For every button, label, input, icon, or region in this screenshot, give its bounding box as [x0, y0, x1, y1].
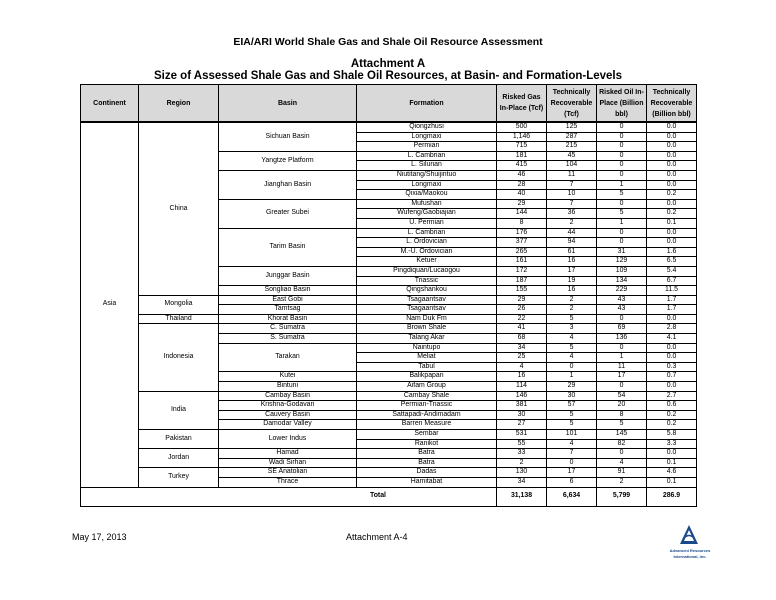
oil-recoverable-cell: 0.0: [647, 353, 697, 363]
gas-recoverable-cell: 17: [547, 468, 597, 478]
formation-cell: Ketuer: [357, 257, 497, 267]
formation-cell: Tabul: [357, 362, 497, 372]
gas-inplace-cell: 265: [497, 247, 547, 257]
gas-recoverable-cell: 29: [547, 382, 597, 392]
oil-recoverable-cell: 0.0: [647, 314, 697, 324]
gas-inplace-cell: 130: [497, 468, 547, 478]
gas-recoverable-cell: 61: [547, 247, 597, 257]
gas-inplace-cell: 176: [497, 228, 547, 238]
formation-cell: Permian: [357, 142, 497, 152]
oil-recoverable-cell: 0.7: [647, 372, 697, 382]
header-basin: Basin: [219, 85, 357, 123]
oil-recoverable-cell: 1.7: [647, 295, 697, 305]
oil-inplace-cell: 5: [597, 190, 647, 200]
footer-page-label: Attachment A-4: [346, 532, 408, 542]
header-row: [81, 85, 697, 123]
basin-cell: C. Sumatra: [219, 324, 357, 334]
gas-inplace-cell: 34: [497, 477, 547, 487]
formation-cell: Hamitabat: [357, 477, 497, 487]
oil-recoverable-cell: 0.1: [647, 458, 697, 468]
oil-inplace-cell: 5: [597, 209, 647, 219]
table-row: [81, 122, 697, 132]
formation-cell: Batra: [357, 449, 497, 459]
formation-cell: Naintupo: [357, 343, 497, 353]
gas-inplace-cell: 2: [497, 458, 547, 468]
oil-recoverable-cell: 0.0: [647, 449, 697, 459]
gas-recoverable-cell: 36: [547, 209, 597, 219]
oil-inplace-cell: 54: [597, 391, 647, 401]
formation-cell: Pingdiquan/Lucaogou: [357, 266, 497, 276]
oil-recoverable-cell: 0.0: [647, 238, 697, 248]
gas-recoverable-cell: 6: [547, 477, 597, 487]
header-region: Region: [139, 85, 219, 123]
oil-inplace-cell: 8: [597, 410, 647, 420]
gas-inplace-cell: 22: [497, 314, 547, 324]
oil-inplace-cell: 136: [597, 334, 647, 344]
header-formation: Formation: [357, 85, 497, 123]
oil-inplace-cell: 43: [597, 305, 647, 315]
oil-inplace-cell: 1: [597, 353, 647, 363]
gas-inplace-cell: 30: [497, 410, 547, 420]
gas-recoverable-cell: 5: [547, 343, 597, 353]
header-continent: Continent: [81, 85, 139, 123]
total-label: Total: [81, 487, 497, 506]
formation-cell: Talang Akar: [357, 334, 497, 344]
oil-recoverable-cell: 1.7: [647, 305, 697, 315]
region-cell: China: [139, 122, 219, 295]
gas-inplace-cell: 1,146: [497, 132, 547, 142]
basin-cell: Cauvery Basin: [219, 410, 357, 420]
total-gas-inplace: 31,138: [497, 487, 547, 506]
gas-inplace-cell: 25: [497, 353, 547, 363]
gas-recoverable-cell: 19: [547, 276, 597, 286]
basin-cell: East Gobi: [219, 295, 357, 305]
oil-inplace-cell: 129: [597, 257, 647, 267]
gas-inplace-cell: 16: [497, 372, 547, 382]
oil-inplace-cell: 0: [597, 199, 647, 209]
header-oil-inplace: Risked Oil In-Place (Billion bbl): [597, 85, 647, 123]
formation-cell: Mufushan: [357, 199, 497, 209]
gas-recoverable-cell: 57: [547, 401, 597, 411]
region-cell: Turkey: [139, 468, 219, 487]
formation-cell: Dadas: [357, 468, 497, 478]
oil-inplace-cell: 229: [597, 286, 647, 296]
total-oil-recoverable: 286.9: [647, 487, 697, 506]
gas-inplace-cell: 28: [497, 180, 547, 190]
table-body: [81, 122, 697, 506]
gas-recoverable-cell: 4: [547, 353, 597, 363]
gas-inplace-cell: 114: [497, 382, 547, 392]
oil-inplace-cell: 5: [597, 420, 647, 430]
oil-inplace-cell: 0: [597, 382, 647, 392]
gas-inplace-cell: 41: [497, 324, 547, 334]
gas-inplace-cell: 29: [497, 199, 547, 209]
oil-recoverable-cell: 0.0: [647, 132, 697, 142]
gas-inplace-cell: 27: [497, 420, 547, 430]
table-row: [81, 468, 697, 478]
oil-inplace-cell: 43: [597, 295, 647, 305]
header-oil-recoverable: Technically Recoverable (Billion bbl): [647, 85, 697, 123]
gas-recoverable-cell: 45: [547, 151, 597, 161]
gas-recoverable-cell: 94: [547, 238, 597, 248]
gas-inplace-cell: 172: [497, 266, 547, 276]
oil-recoverable-cell: 5.4: [647, 266, 697, 276]
logo-text-line2: International, Inc.: [673, 554, 707, 559]
oil-recoverable-cell: 0.3: [647, 362, 697, 372]
gas-recoverable-cell: 4: [547, 439, 597, 449]
oil-recoverable-cell: 5.8: [647, 430, 697, 440]
table-row: [81, 391, 697, 401]
gas-recoverable-cell: 104: [547, 161, 597, 171]
oil-recoverable-cell: 0.1: [647, 477, 697, 487]
oil-inplace-cell: 31: [597, 247, 647, 257]
formation-cell: L. Silurian: [357, 161, 497, 171]
total-row: [81, 487, 697, 506]
formation-cell: Ranikot: [357, 439, 497, 449]
gas-recoverable-cell: 16: [547, 286, 597, 296]
gas-recoverable-cell: 2: [547, 218, 597, 228]
gas-recoverable-cell: 1: [547, 372, 597, 382]
basin-cell: Thrace: [219, 477, 357, 487]
oil-recoverable-cell: 0.0: [647, 151, 697, 161]
oil-inplace-cell: 17: [597, 372, 647, 382]
formation-cell: Brown Shale: [357, 324, 497, 334]
gas-recoverable-cell: 5: [547, 314, 597, 324]
attachment-subtitle: Size of Assessed Shale Gas and Shale Oil Resources, at Basin- and Formation-Levels: [153, 70, 623, 82]
oil-inplace-cell: 145: [597, 430, 647, 440]
gas-inplace-cell: 381: [497, 401, 547, 411]
oil-recoverable-cell: 0.6: [647, 401, 697, 411]
total-gas-recoverable: 6,634: [547, 487, 597, 506]
basin-cell: Tarakan: [219, 343, 357, 372]
oil-inplace-cell: 4: [597, 458, 647, 468]
oil-inplace-cell: 91: [597, 468, 647, 478]
formation-cell: Barren Measure: [357, 420, 497, 430]
gas-recoverable-cell: 101: [547, 430, 597, 440]
formation-cell: Qiongzhusi: [357, 122, 497, 132]
gas-inplace-cell: 144: [497, 209, 547, 219]
oil-inplace-cell: 20: [597, 401, 647, 411]
formation-cell: Permian-Triassic: [357, 401, 497, 411]
gas-inplace-cell: 146: [497, 391, 547, 401]
formation-cell: Balikpapan: [357, 372, 497, 382]
oil-inplace-cell: 82: [597, 439, 647, 449]
gas-recoverable-cell: 2: [547, 295, 597, 305]
company-logo: [664, 524, 716, 568]
oil-inplace-cell: 0: [597, 343, 647, 353]
oil-inplace-cell: 0: [597, 170, 647, 180]
region-cell: India: [139, 391, 219, 429]
gas-recoverable-cell: 44: [547, 228, 597, 238]
logo-text-line1: Advanced Resources: [669, 548, 711, 553]
gas-inplace-cell: 531: [497, 430, 547, 440]
oil-inplace-cell: 134: [597, 276, 647, 286]
formation-cell: Tsagaantsav: [357, 295, 497, 305]
gas-recoverable-cell: 3: [547, 324, 597, 334]
gas-recoverable-cell: 10: [547, 190, 597, 200]
gas-inplace-cell: 29: [497, 295, 547, 305]
gas-inplace-cell: 34: [497, 343, 547, 353]
total-oil-inplace: 5,799: [597, 487, 647, 506]
gas-recoverable-cell: 0: [547, 362, 597, 372]
attachment-title: Attachment A: [350, 58, 426, 70]
basin-cell: Greater Subei: [219, 199, 357, 228]
oil-recoverable-cell: 6.5: [647, 257, 697, 267]
table-row: [81, 430, 697, 440]
gas-recoverable-cell: 0: [547, 458, 597, 468]
gas-recoverable-cell: 4: [547, 334, 597, 344]
gas-inplace-cell: 33: [497, 449, 547, 459]
gas-inplace-cell: 161: [497, 257, 547, 267]
gas-inplace-cell: 187: [497, 276, 547, 286]
formation-cell: Batra: [357, 458, 497, 468]
oil-recoverable-cell: 0.0: [647, 161, 697, 171]
logo-icon: [678, 524, 700, 546]
oil-inplace-cell: 0: [597, 238, 647, 248]
gas-recoverable-cell: 30: [547, 391, 597, 401]
basin-cell: Songliao Basin: [219, 286, 357, 296]
oil-recoverable-cell: 0.0: [647, 180, 697, 190]
table-row: [81, 314, 697, 324]
basin-cell: Kutei: [219, 372, 357, 382]
formation-cell: L. Ordovician: [357, 238, 497, 248]
oil-recoverable-cell: 0.2: [647, 420, 697, 430]
gas-inplace-cell: 40: [497, 190, 547, 200]
oil-recoverable-cell: 0.0: [647, 170, 697, 180]
formation-cell: Longmaxi: [357, 132, 497, 142]
formation-cell: Sattapadi-Andimadam: [357, 410, 497, 420]
oil-recoverable-cell: 0.0: [647, 228, 697, 238]
oil-recoverable-cell: 0.2: [647, 190, 697, 200]
basin-cell: Damodar Valley: [219, 420, 357, 430]
basin-cell: Jianghan Basin: [219, 170, 357, 199]
table-row: [81, 295, 697, 305]
oil-inplace-cell: 69: [597, 324, 647, 334]
oil-recoverable-cell: 3.3: [647, 439, 697, 449]
oil-recoverable-cell: 4.1: [647, 334, 697, 344]
oil-recoverable-cell: 1.6: [647, 247, 697, 257]
gas-recoverable-cell: 5: [547, 410, 597, 420]
basin-cell: S. Sumatra: [219, 334, 357, 344]
gas-recoverable-cell: 7: [547, 449, 597, 459]
oil-recoverable-cell: 2.8: [647, 324, 697, 334]
oil-inplace-cell: 0: [597, 142, 647, 152]
basin-cell: Wadi Sirhan: [219, 458, 357, 468]
oil-inplace-cell: 109: [597, 266, 647, 276]
document-title: EIA/ARI World Shale Gas and Shale Oil Resource Assessment: [233, 36, 543, 48]
oil-inplace-cell: 1: [597, 180, 647, 190]
gas-inplace-cell: 715: [497, 142, 547, 152]
formation-cell: Longmaxi: [357, 180, 497, 190]
gas-inplace-cell: 55: [497, 439, 547, 449]
basin-cell: Krishna-Godavari: [219, 401, 357, 411]
formation-cell: L. Cambrian: [357, 151, 497, 161]
basin-cell: Yangtze Platform: [219, 151, 357, 170]
gas-recoverable-cell: 125: [547, 122, 597, 132]
oil-inplace-cell: 2: [597, 477, 647, 487]
oil-recoverable-cell: 0.0: [647, 382, 697, 392]
basin-cell: Bintuni: [219, 382, 357, 392]
basin-cell: Hamad: [219, 449, 357, 459]
formation-cell: Triassic: [357, 276, 497, 286]
basin-cell: Junggar Basin: [219, 266, 357, 285]
oil-inplace-cell: 0: [597, 151, 647, 161]
gas-recoverable-cell: 287: [547, 132, 597, 142]
oil-recoverable-cell: 6.7: [647, 276, 697, 286]
oil-inplace-cell: 0: [597, 228, 647, 238]
region-cell: Mongolia: [139, 295, 219, 314]
gas-inplace-cell: 500: [497, 122, 547, 132]
formation-cell: U. Permian: [357, 218, 497, 228]
gas-inplace-cell: 26: [497, 305, 547, 315]
oil-recoverable-cell: 4.6: [647, 468, 697, 478]
oil-inplace-cell: 0: [597, 449, 647, 459]
oil-recoverable-cell: 0.2: [647, 209, 697, 219]
gas-inplace-cell: 181: [497, 151, 547, 161]
oil-inplace-cell: 0: [597, 161, 647, 171]
gas-recoverable-cell: 5: [547, 420, 597, 430]
oil-recoverable-cell: 2.7: [647, 391, 697, 401]
gas-inplace-cell: 377: [497, 238, 547, 248]
formation-cell: Wufeng/Gaobiajian: [357, 209, 497, 219]
header-gas-inplace: Risked Gas In-Place (Tcf): [497, 85, 547, 123]
gas-inplace-cell: 46: [497, 170, 547, 180]
oil-recoverable-cell: 0.0: [647, 122, 697, 132]
region-cell: Jordan: [139, 449, 219, 468]
resource-table: [80, 84, 697, 507]
region-cell: Indonesia: [139, 324, 219, 391]
gas-recoverable-cell: 2: [547, 305, 597, 315]
continent-cell: Asia: [81, 122, 139, 487]
oil-recoverable-cell: 0.0: [647, 142, 697, 152]
gas-inplace-cell: 155: [497, 286, 547, 296]
gas-inplace-cell: 4: [497, 362, 547, 372]
gas-inplace-cell: 68: [497, 334, 547, 344]
footer-date: May 17, 2013: [72, 532, 127, 542]
formation-cell: Qingshankou: [357, 286, 497, 296]
oil-recoverable-cell: 0.1: [647, 218, 697, 228]
oil-inplace-cell: 1: [597, 218, 647, 228]
oil-inplace-cell: 0: [597, 314, 647, 324]
header-gas-recoverable: Technically Recoverable (Tcf): [547, 85, 597, 123]
formation-cell: Sembar: [357, 430, 497, 440]
oil-recoverable-cell: 11.5: [647, 286, 697, 296]
basin-cell: Tarim Basin: [219, 228, 357, 266]
formation-cell: Meliat: [357, 353, 497, 363]
formation-cell: Qixia/Maokou: [357, 190, 497, 200]
gas-recoverable-cell: 7: [547, 180, 597, 190]
gas-inplace-cell: 415: [497, 161, 547, 171]
gas-recoverable-cell: 16: [547, 257, 597, 267]
basin-cell: Sichuan Basin: [219, 122, 357, 151]
basin-cell: Khorat Basin: [219, 314, 357, 324]
oil-inplace-cell: 0: [597, 132, 647, 142]
formation-cell: Cambay Shale: [357, 391, 497, 401]
formation-cell: Niutitang/Shuijintuo: [357, 170, 497, 180]
gas-recoverable-cell: 7: [547, 199, 597, 209]
formation-cell: Tsagaantsav: [357, 305, 497, 315]
region-cell: Pakistan: [139, 430, 219, 449]
basin-cell: SE Anatolian: [219, 468, 357, 478]
region-cell: Thailand: [139, 314, 219, 324]
basin-cell: Cambay Basin: [219, 391, 357, 401]
basin-cell: Lower Indus: [219, 430, 357, 449]
gas-recoverable-cell: 215: [547, 142, 597, 152]
oil-recoverable-cell: 0.0: [647, 199, 697, 209]
formation-cell: Aifam Group: [357, 382, 497, 392]
basin-cell: Tamtsag: [219, 305, 357, 315]
table-row: [81, 324, 697, 334]
formation-cell: Nam Duk Fm: [357, 314, 497, 324]
oil-inplace-cell: 11: [597, 362, 647, 372]
formation-cell: M.-U. Ordovician: [357, 247, 497, 257]
oil-inplace-cell: 0: [597, 122, 647, 132]
table-row: [81, 449, 697, 459]
gas-recoverable-cell: 17: [547, 266, 597, 276]
gas-inplace-cell: 8: [497, 218, 547, 228]
gas-recoverable-cell: 11: [547, 170, 597, 180]
oil-recoverable-cell: 0.0: [647, 343, 697, 353]
oil-recoverable-cell: 0.2: [647, 410, 697, 420]
formation-cell: L. Cambrian: [357, 228, 497, 238]
